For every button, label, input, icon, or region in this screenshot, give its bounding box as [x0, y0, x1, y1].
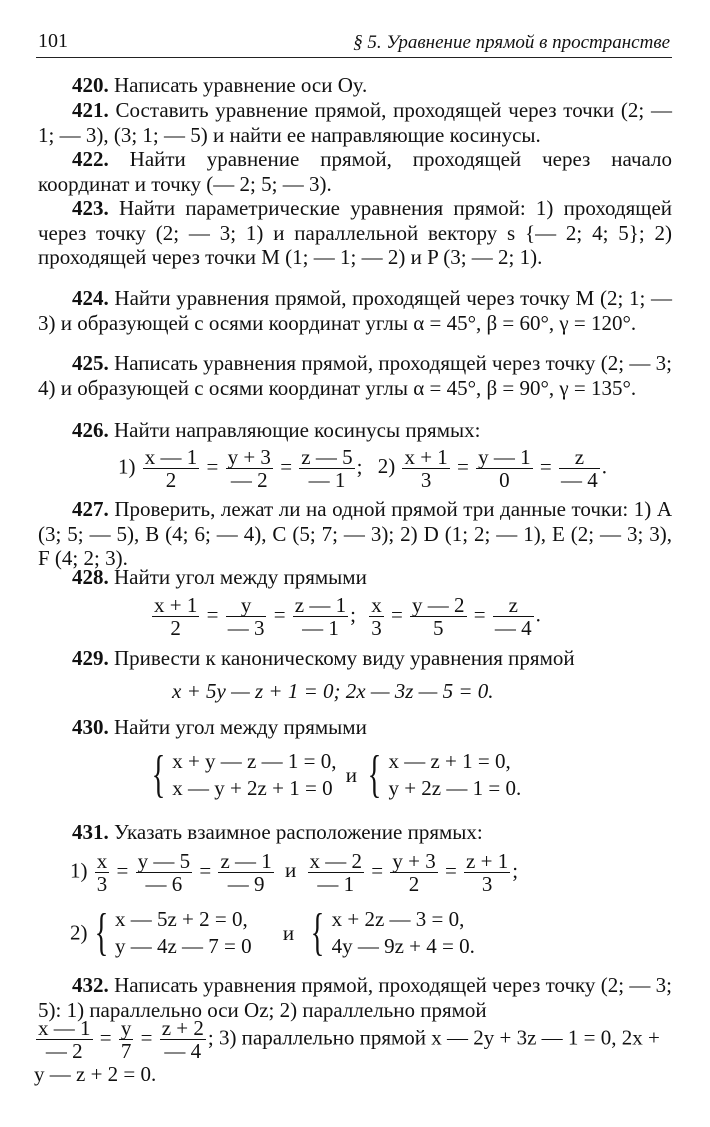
denominator: — 2	[230, 468, 268, 492]
formula-426	[118, 446, 607, 491]
equation-system	[388, 748, 521, 802]
problem-text: Найти уравнения прямой, проходящей через точку M (2; 1; — 3) и образующей с осями координат углы α = 45°, β = 60°, γ = 120°.	[38, 286, 672, 335]
numerator: z — 1	[294, 593, 347, 617]
denominator: — 6	[145, 872, 183, 896]
numerator: z — 5	[301, 445, 353, 469]
problem-text: ; 3) параллельно прямой x — 2y + 3z — 1 = 0, 2x + y — z + 2 = 0.	[34, 1025, 660, 1086]
equals-sign: =	[99, 1025, 112, 1050]
problem-431	[38, 820, 672, 845]
problem-425	[38, 351, 672, 400]
problem-number: 432.	[72, 973, 109, 997]
denominator: 3	[96, 872, 108, 896]
problem-text: Найти направляющие косинусы прямых:	[114, 418, 481, 442]
numerator: y — 5	[137, 849, 191, 873]
problem-432	[38, 973, 672, 1022]
numerator: y + 3	[392, 849, 436, 873]
fraction	[119, 1017, 134, 1062]
problem-number: 424.	[72, 286, 109, 310]
left-brace-icon: {	[94, 904, 109, 961]
fraction	[390, 850, 437, 895]
terminator: .	[535, 602, 541, 627]
equation-line: 4y — 9z + 4 = 0.	[331, 934, 475, 958]
denominator: — 4	[164, 1039, 202, 1063]
equation-line: x — 5z + 2 = 0,	[114, 907, 248, 931]
equals-sign: =	[273, 602, 286, 627]
left-brace-icon: {	[311, 904, 325, 961]
fraction	[464, 850, 510, 895]
separator: ;	[350, 602, 356, 627]
numerator: x + 1	[404, 445, 448, 469]
numerator: y	[226, 594, 267, 617]
conjunction: и	[282, 920, 295, 945]
terminator: ;	[512, 858, 519, 883]
equation-line: x + y — z — 1 = 0,	[172, 749, 337, 773]
problem-number: 428.	[72, 565, 109, 589]
formula-429: x + 5y — z + 1 = 0; 2x — 3z — 5 = 0.	[172, 679, 494, 703]
problem-426	[38, 418, 672, 443]
denominator: — 1	[317, 872, 355, 896]
problem-428	[38, 565, 672, 590]
equation-system	[172, 748, 336, 802]
fraction	[308, 850, 365, 895]
numerator: y — 1	[478, 445, 531, 469]
fraction	[152, 594, 199, 639]
equation-system	[115, 906, 252, 960]
fraction	[299, 446, 354, 491]
problem-text: Найти параметрические уравнения прямой: 1) проходящей через точку (2; — 3; 1) и параллельной вектору s {— 2; 4; 5}; 2) проходящей через точки M (1; — 1; — 2) и P (3; — 2; 1).	[38, 196, 673, 270]
equals-sign: =	[280, 454, 293, 479]
equals-sign: =	[444, 858, 457, 883]
denominator: — 4	[494, 616, 532, 640]
denominator: — 4	[560, 468, 598, 492]
denominator: 3	[420, 468, 432, 492]
fraction	[160, 1017, 206, 1062]
conjunction: и	[345, 762, 357, 787]
equals-sign: =	[371, 858, 384, 883]
equals-sign: =	[473, 602, 486, 627]
problem-432-continuation	[34, 1017, 674, 1086]
denominator: — 9	[227, 872, 265, 896]
problem-text: Найти угол между прямыми	[114, 715, 367, 739]
numerator: x — 2	[309, 849, 363, 873]
numerator: z — 1	[220, 849, 272, 873]
problem-number: 426.	[72, 418, 109, 442]
numerator: x — 1	[144, 445, 198, 469]
problem-text: Указать взаимное расположение прямых:	[114, 820, 483, 844]
denominator: — 1	[302, 616, 339, 640]
fraction	[410, 594, 467, 639]
equation-line: x + 2z — 3 = 0,	[331, 907, 465, 931]
numerator: x + 1	[154, 593, 198, 617]
page-number: 101	[38, 30, 68, 52]
problem-number: 425.	[72, 351, 109, 375]
equals-sign: =	[390, 602, 403, 627]
equals-sign: =	[539, 454, 552, 479]
denominator: — 3	[227, 616, 265, 640]
problem-429	[38, 646, 672, 671]
denominator: 0	[499, 468, 510, 492]
problem-number: 423.	[72, 196, 109, 220]
fraction	[143, 446, 200, 491]
section-title: § 5. Уравнение прямой в пространстве	[353, 32, 670, 53]
problem-424	[38, 286, 672, 335]
denominator: 7	[120, 1039, 132, 1063]
problem-text: Составить уравнение прямой, проходящей через точки (2; — 1; — 3), (3; 1; — 5) и найти ее направляющие косинусы.	[38, 98, 673, 147]
problem-430	[38, 715, 672, 740]
numerator: z	[493, 594, 534, 617]
problem-number: 427.	[72, 497, 109, 521]
fraction	[293, 594, 348, 639]
problem-text: Проверить, лежат ли на одной прямой три данные точки: 1) A (3; 5; — 5), B (4; 6; — 4), C (5; 7; — 3); 2) D (1; 2; — 1), E (2; — 3; 3), F (4; 2; 3).	[38, 497, 673, 571]
formula-431-2	[70, 906, 475, 960]
left-brace-icon: {	[367, 746, 382, 803]
numerator: x — 1	[38, 1016, 91, 1040]
problem-420	[38, 73, 672, 98]
equation-system	[332, 906, 475, 960]
fraction	[136, 850, 193, 895]
item-label: 1)	[118, 454, 136, 479]
formula-430	[150, 748, 521, 802]
equals-sign: =	[116, 858, 129, 883]
fraction	[476, 446, 533, 491]
formula-428	[150, 594, 541, 639]
denominator: 3	[481, 872, 493, 896]
problem-427	[38, 497, 672, 571]
equation-line: y — 4z — 7 = 0	[114, 934, 252, 958]
denominator: 3	[371, 616, 382, 640]
equation-line: x — y + 2z + 1 = 0	[172, 776, 333, 800]
separator: ;	[356, 454, 363, 479]
equation-line: x — z + 1 = 0,	[388, 749, 511, 773]
fraction	[226, 446, 273, 491]
numerator: z	[559, 446, 600, 469]
problem-text: Написать уравнения прямой, проходящей через точку (2; — 3; 4) и образующей с осями координат углы α = 45°, β = 90°, γ = 135°.	[38, 351, 673, 400]
fraction	[226, 594, 267, 639]
numerator: y	[120, 1016, 132, 1040]
denominator: 2	[408, 872, 420, 896]
fraction	[559, 446, 600, 491]
denominator: — 2	[45, 1039, 83, 1063]
problem-number: 431.	[72, 820, 109, 844]
numerator: z + 1	[466, 849, 509, 873]
terminator: .	[601, 454, 607, 479]
problem-text: Найти угол между прямыми	[114, 565, 367, 589]
problem-text: Привести к каноническому виду уравнения прямой	[114, 646, 575, 670]
left-brace-icon: {	[151, 746, 166, 803]
equals-sign: =	[206, 602, 219, 627]
numerator: y + 3	[227, 445, 271, 469]
problem-number: 421.	[72, 98, 109, 122]
problem-text: Написать уравнение оси Oy.	[114, 73, 368, 97]
problem-number: 430.	[72, 715, 109, 739]
numerator: z + 2	[161, 1016, 204, 1040]
fraction	[369, 594, 384, 639]
item-label: 2)	[70, 920, 88, 945]
fraction	[402, 446, 449, 491]
denominator: — 1	[308, 468, 346, 492]
problem-number: 420.	[72, 73, 109, 97]
item-label: 2)	[377, 454, 396, 479]
formula-431-1	[70, 850, 518, 895]
equals-sign: =	[140, 1025, 153, 1050]
denominator: 2	[165, 468, 177, 492]
equals-sign: =	[199, 858, 212, 883]
numerator: x	[96, 849, 108, 873]
problem-number: 429.	[72, 646, 109, 670]
problem-number: 422.	[72, 147, 109, 171]
header-rule	[36, 57, 672, 58]
fraction	[95, 850, 110, 895]
equation-line: y + 2z — 1 = 0.	[388, 776, 522, 800]
denominator: 5	[433, 616, 444, 640]
item-label: 1)	[70, 858, 88, 883]
problem-text: Написать уравнения прямой, проходящей через точку (2; — 3; 5): 1) параллельно оси Oz; 2) параллельно прямой	[38, 973, 673, 1022]
problem-text: Найти уравнение прямой, проходящей через начало координат и точку (— 2; 5; — 3).	[38, 147, 672, 196]
conjunction: и	[285, 858, 297, 883]
problem-422	[38, 147, 672, 196]
denominator: 2	[170, 616, 181, 640]
problem-423	[38, 196, 672, 270]
problem-421	[38, 98, 672, 147]
fraction	[493, 594, 534, 639]
fraction	[218, 850, 273, 895]
equals-sign: =	[206, 454, 219, 479]
numerator: y — 2	[412, 593, 465, 617]
fraction	[36, 1017, 93, 1062]
equals-sign: =	[457, 454, 469, 479]
numerator: x	[371, 593, 382, 617]
